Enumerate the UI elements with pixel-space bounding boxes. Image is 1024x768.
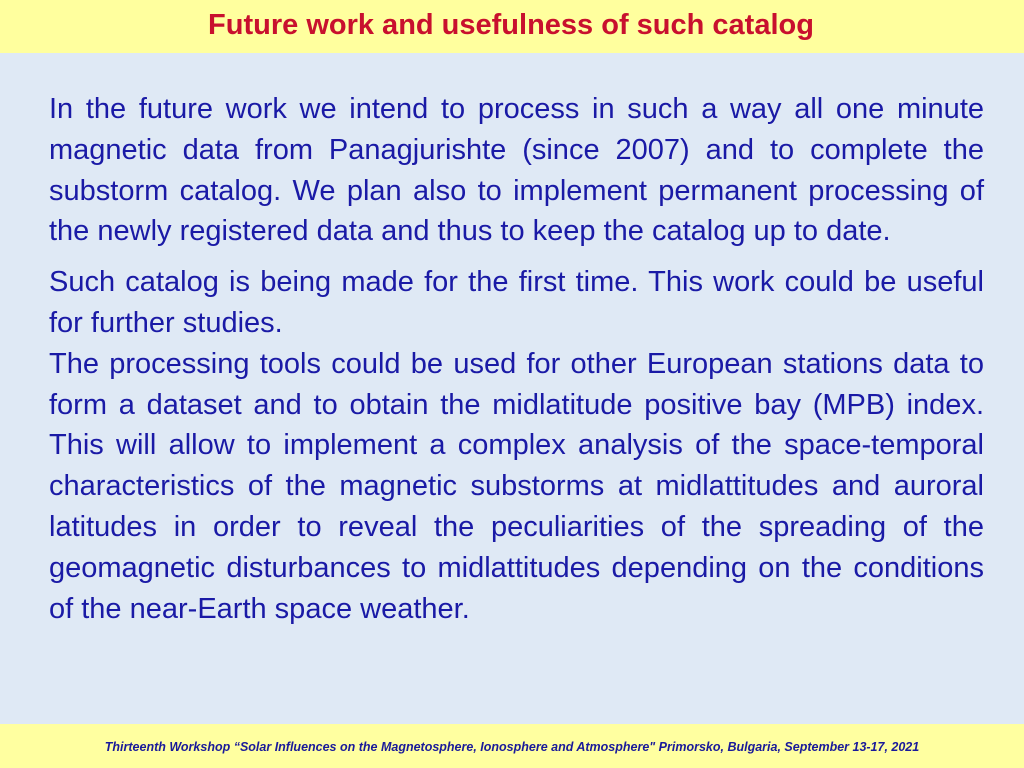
slide-title: Future work and usefulness of such catalog xyxy=(208,9,814,41)
footer xyxy=(0,724,1024,768)
paragraph-catalog-first-time: Such catalog is being made for the first time. This work could be useful for further studies. xyxy=(49,266,984,339)
content-area xyxy=(0,53,1024,724)
body-text xyxy=(49,89,984,629)
footer-text: Thirteenth Workshop “Solar Influences on the Magnetosphere, Ionosphere and Atmosphere" Primorsko, Bulgaria, September 13-17, 2021 xyxy=(104,740,920,754)
paragraph-future-work: In the future work we intend to process in such a way all one minute magnetic data from Panagjurishte (since 2007) and to complete the substorm catalog. We plan also to implement permanent processing of the newly registered data and thus to keep the catalog up to date. xyxy=(49,93,984,248)
title-bar xyxy=(0,0,1024,53)
paragraph-processing-tools: The processing tools could be used for other European stations data to form a dataset and to obtain the midlatitude positive bay (MPB) index. This will allow to implement a complex analysis of the space-temporal characteristics of the magnetic substorms at midlattitudes and auroral latitudes in order to reveal the peculiarities of the spreading of the geomagnetic disturbances to midlattitudes depending on the conditions of the near-Earth space weather. xyxy=(49,347,984,625)
